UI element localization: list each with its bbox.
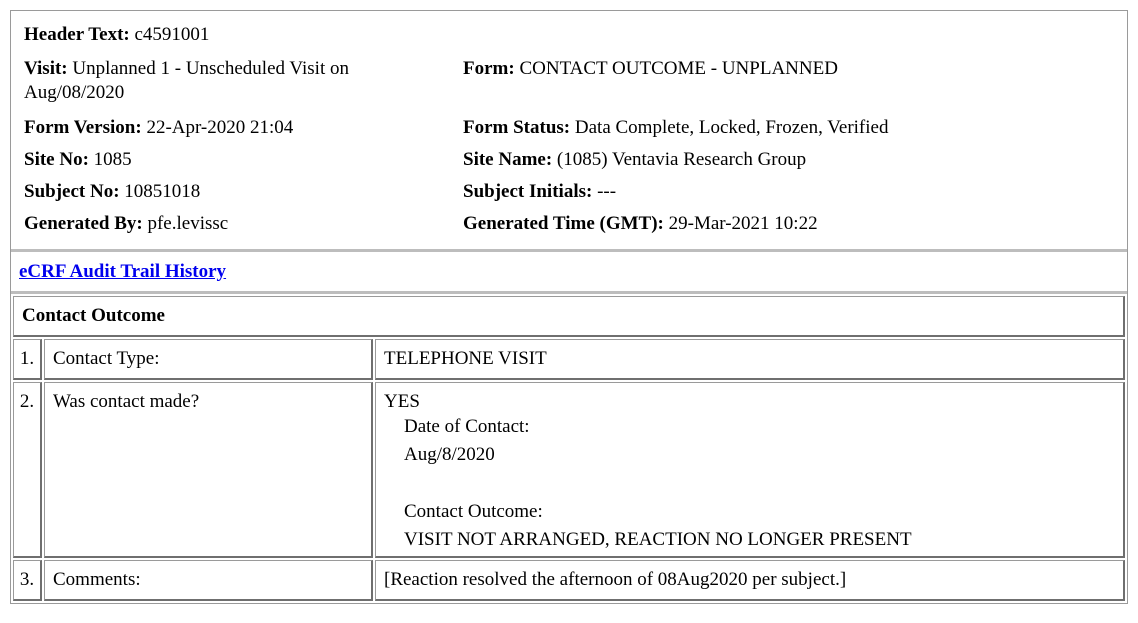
generated-by-label: Generated By: <box>24 213 143 234</box>
question-cell: Contact Type: <box>44 339 373 380</box>
contact-outcome-value: VISIT NOT ARRANGED, REACTION NO LONGER PRESENT <box>404 529 912 550</box>
answer-cell: [Reaction resolved the afternoon of 08Aug2020 per subject.] <box>375 560 1125 601</box>
form-version-label: Form Version: <box>24 117 142 138</box>
form-version-value: 22-Apr-2020 21:04 <box>146 117 294 138</box>
contact-outcome-label: Contact Outcome: <box>404 501 543 522</box>
form-line <box>463 57 838 81</box>
site-name-line <box>463 148 806 172</box>
generated-by-value: pfe.levissc <box>147 213 229 234</box>
form-status-label: Form Status: <box>463 117 571 138</box>
generated-by-line <box>24 212 228 236</box>
question-cell: Comments: <box>44 560 373 601</box>
visit-line <box>24 57 424 105</box>
subject-no-value: 10851018 <box>124 181 201 202</box>
generated-time-label: Generated Time (GMT): <box>463 213 664 234</box>
date-of-contact-value: Aug/8/2020 <box>404 444 495 465</box>
site-no-value: 1085 <box>93 149 132 170</box>
site-no-line <box>24 148 132 172</box>
subject-initials-label: Subject Initials: <box>463 181 593 202</box>
visit-label: Visit: <box>24 58 68 79</box>
form-label: Form: <box>463 58 515 79</box>
header-text-value: c4591001 <box>134 24 210 45</box>
subject-initials-line <box>463 180 616 204</box>
subject-no-label: Subject No: <box>24 181 120 202</box>
audit-trail-link[interactable]: eCRF Audit Trail History <box>19 261 227 282</box>
generated-time-value: 29-Mar-2021 10:22 <box>668 213 818 234</box>
table-row <box>13 339 1125 380</box>
form-value: CONTACT OUTCOME - UNPLANNED <box>519 58 838 79</box>
site-name-value: (1085) Ventavia Research Group <box>556 149 807 170</box>
answer-cell <box>375 382 1125 558</box>
question-cell: Was contact made? <box>44 382 373 558</box>
form-header <box>11 11 1127 252</box>
row-number: 2. <box>13 382 42 558</box>
form-status-line <box>463 116 888 140</box>
generated-time-line <box>463 212 818 236</box>
audit-trail-row <box>11 252 1127 294</box>
contact-outcome-table <box>11 294 1127 603</box>
form-status-value: Data Complete, Locked, Frozen, Verified <box>574 117 889 138</box>
answer-value: YES <box>384 391 420 412</box>
form-version-line <box>24 116 293 140</box>
audit-report <box>10 10 1128 604</box>
row-number: 3. <box>13 560 42 601</box>
site-no-label: Site No: <box>24 149 89 170</box>
subject-initials-value: --- <box>597 181 617 202</box>
table-row <box>13 560 1125 601</box>
header-text-line <box>24 23 209 47</box>
section-header-row <box>13 296 1125 337</box>
table-row <box>13 382 1125 558</box>
visit-value: Unplanned 1 - Unscheduled Visit on Aug/08/2020 <box>24 58 349 103</box>
header-text-label: Header Text: <box>24 24 130 45</box>
section-title: Contact Outcome <box>13 296 1125 337</box>
row-number: 1. <box>13 339 42 380</box>
answer-cell: TELEPHONE VISIT <box>375 339 1125 380</box>
subject-no-line <box>24 180 200 204</box>
site-name-label: Site Name: <box>463 149 553 170</box>
date-of-contact-label: Date of Contact: <box>404 416 530 437</box>
